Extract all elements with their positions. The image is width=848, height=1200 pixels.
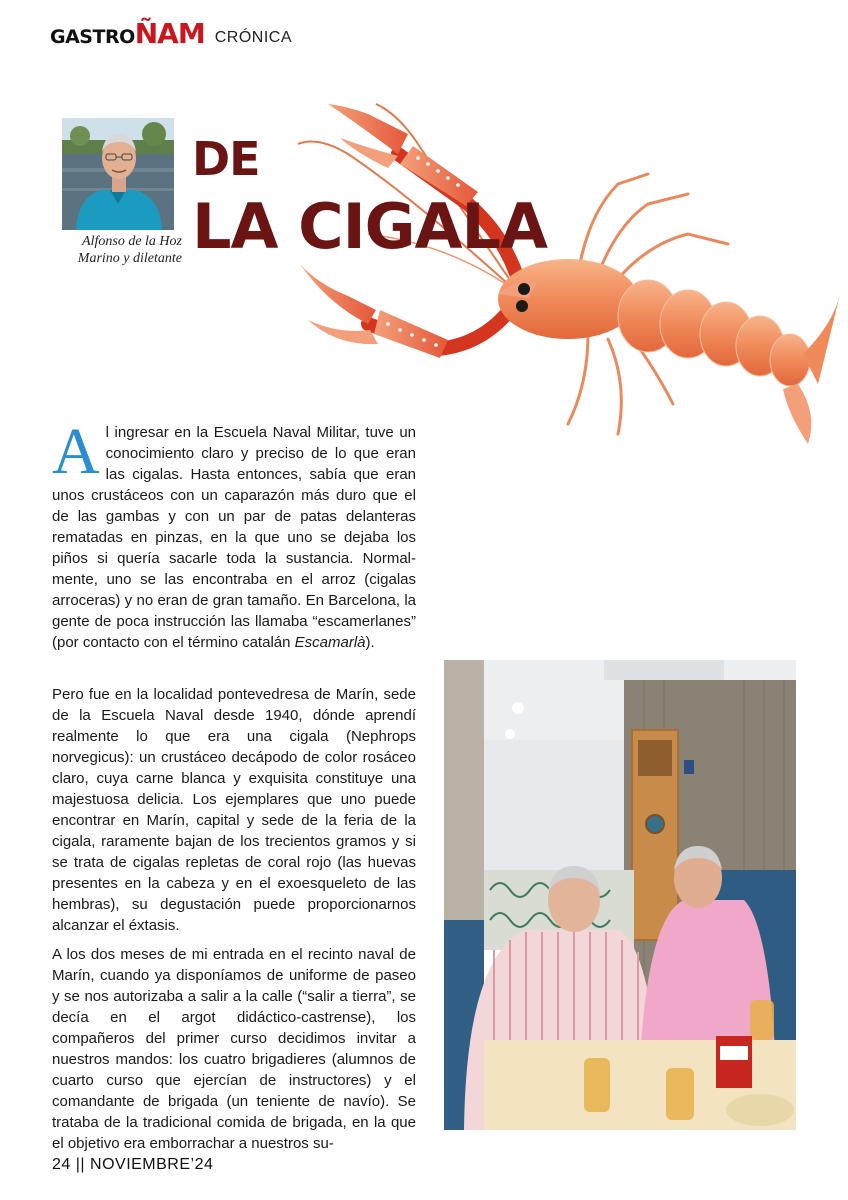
- paragraph-1-text: l ingresar en la Escuela Naval Militar, tuve un conocimiento claro y preciso de lo que eran las cigalas. Hasta entonces, sabía que eran unos crustáceos con un caparazón más duro que el de las gambas y con un par de patas delanteras rematadas en pinzas, en la que uno se dejaba los piños si quería sacarle toda la sustancia. Normalmente, uno se las encontraba en el arroz (cigalas arroceras) y no eran de gran tamaño. En Barcelona, la gente de poca instrucción las llamaba “escamerlanes” (por contacto con el término catalán: [52, 424, 416, 651]
- article-title-line1: DE: [192, 132, 260, 186]
- masthead: [50, 14, 292, 48]
- author-name: Alfonso de la Hoz: [82, 234, 182, 249]
- section-label: CRÓNICA: [214, 29, 292, 46]
- issue-date: NOVIEMBRE’24: [90, 1156, 214, 1173]
- page-footer: [52, 1156, 213, 1174]
- page-number: 24: [52, 1156, 71, 1173]
- paragraph-2: Pero fue en la localidad pontevedresa de Marín, sede de la Escuela Naval desde 1940, dónde aprendí realmente lo que era una cigala (Nephrops norvegicus): un crustáceo decápodo de color rosáceo claro, cuya carne blanca y exquisita constituye una majestuosa delicia. Los ejemplares que uno puede encontrar en Marín, capital y sede de la feria de la cigala, raramente bajan de los trecientos gramos y si se trata de cigalas repletas de coral rojo (las huevas presentes en la cabeza y en el exoesqueleto de las hembras), su degustación puede proporcionarnos alcanzar el éxtasis.: [52, 686, 416, 934]
- restaurant-photo: [444, 660, 796, 1130]
- brand-logo-part2: ÑAM: [134, 17, 205, 50]
- article-title: [192, 132, 548, 263]
- author-role: Marino y diletante: [77, 251, 182, 266]
- brand-logo-part1: GASTRO: [50, 26, 135, 48]
- footer-separator: ||: [75, 1156, 86, 1173]
- article-title-line2: LA CIGALA: [192, 190, 548, 263]
- paragraph-1-italic-term: Escamarlà: [294, 634, 366, 651]
- paragraph-1: [52, 415, 416, 653]
- paragraph-3: A los dos meses de mi entrada en el recinto naval de Marín, cuando ya disponíamos de uniforme de paseo y se nos autorizaba a salir a la calle (“salir a tierra”, se decía en el argot didáctico-castrense), los compañeros del primer curso decidimos invitar a nuestros mandos: los cuatro brigadieres (alumnos de cuarto curso que ejercían de instructores) y el comandante de brigada (un teniente de navío). Se trataba de la tradicional comida de brigada, en la que el objetivo era emborrachar a nuestros su-: [52, 946, 416, 1152]
- author-caption: [52, 233, 182, 267]
- author-photo: [62, 118, 174, 230]
- brand-logo: [50, 17, 205, 50]
- drop-cap: A: [52, 415, 100, 488]
- paragraph-1-end: ).: [365, 634, 375, 651]
